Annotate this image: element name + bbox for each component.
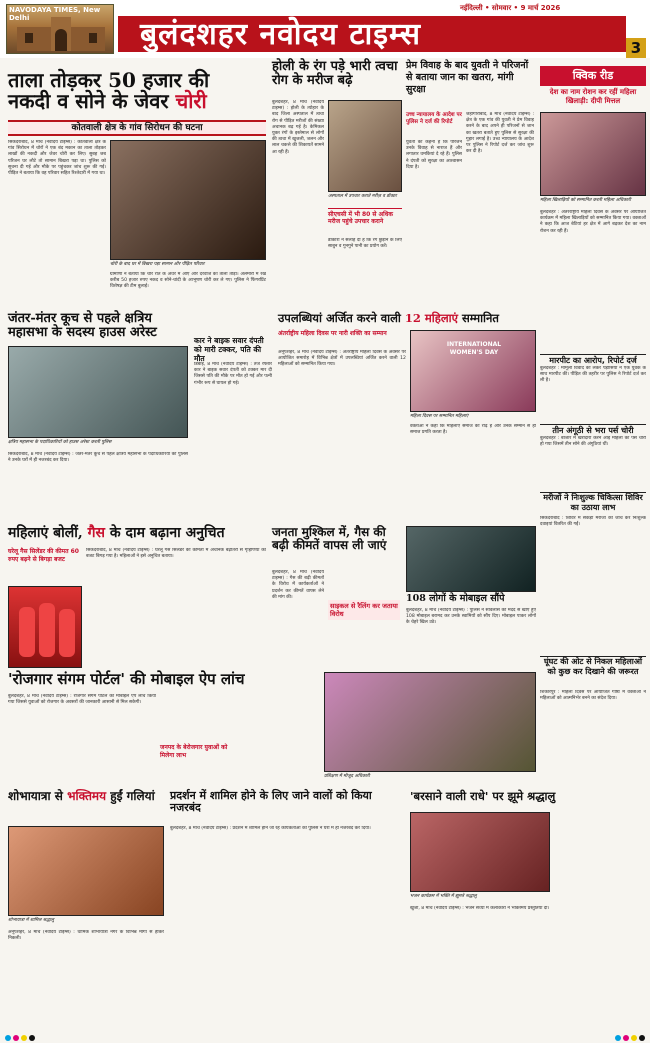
protest-headline: प्रदर्शन में शामिल होने के लिए जाने वालों को किया नजरबंद xyxy=(170,789,372,814)
shobha-body: अनूपशहर, 8 मार्च (नवोदय टाइम्स) : धार्मिक शोभायात्रा नगर के विभिन्न मार्गों से होकर निकली। xyxy=(8,930,164,942)
lead-body-a: सिकंदराबाद, 8 मार्च (नवोदय टाइम्स) : कोतवाली क्षेत्र के गांव सिरोधन में चोरों ने एक बंद मकान का ताला तोड़कर लाखों की नकदी और जेवर चोरी कर लिए। सुबह जब परिजन घर लौटे तो सामान बिखरा पड़ा था। पुलिस को सूचना दी गई और मौके पर पहुंचकर जांच शुरू की गई। पीड़ित ने बताया कि वह परिवार सहित रिश्तेदारी में गया था। xyxy=(8,140,106,177)
lead-photo xyxy=(110,140,266,260)
lead-subhead: कोतवाली क्षेत्र के गांव सिरोधन की घटना xyxy=(8,120,266,136)
shobha-caption: शोभायात्रा में शामिल श्रद्धालु xyxy=(8,918,55,923)
sidebar-story3-headline: तीन अंगूठी से भरा पर्स चोरी xyxy=(540,424,646,436)
barsane-body: खुर्जा, 8 मार्च (नवोदय टाइम्स) : भजन संध्या में कलाकारों ने भक्तिमय प्रस्तुतियां दीं। xyxy=(410,906,550,911)
sidebar-story1-caption: महिला खिलाड़ियों को सम्मानित करती महिला अधिकारी xyxy=(540,198,631,203)
lead-headline-line-1: ताला तोड़कर 50 हजार की xyxy=(8,68,210,92)
sidebar-story1-photo xyxy=(540,112,646,196)
masthead-banner-text: NAVODAYA TIMES, New Delhi xyxy=(9,6,101,22)
jantar-photo xyxy=(8,346,188,438)
gas-left-tag: घरेलू गैस सिलेंडर की कीमत 60 रुपए बढ़ने से बिगड़ा बजट xyxy=(8,548,79,563)
gas-mid-tag: साइकल से रैलिंग कर जताया विरोध xyxy=(328,600,400,620)
newspaper-title: बुलंदशहर नवोदय टाइम्स xyxy=(140,17,421,52)
masthead xyxy=(0,0,650,58)
holi-tag: सीएचसी में भी 80 से अधिक मरीज पहुंचे उपचार कराने xyxy=(328,208,402,225)
rozgar-photo xyxy=(324,672,536,772)
page-number: 3 xyxy=(626,38,646,58)
prem-body: जहांगीराबाद, 8 मार्च (नवोदय टाइम्स) : क्षेत्र के एक गांव की युवती ने प्रेम विवाह करने के बाद अपने ही परिजनों से जान का खतरा बताते हुए पुलिस से सुरक्षा की गुहार लगाई है। उच्च न्यायालय के आदेश पर पुलिस ने रिपोर्ट दर्ज कर जांच शुरू कर दी है। xyxy=(466,112,534,155)
shobha-headline-b: भक्तिमय xyxy=(67,789,107,803)
registration-dots xyxy=(0,1033,650,1043)
women-body-2: वक्ताओं ने कहा कि महिलाएं समाज की रीढ़ हैं और उनके सम्मान से ही समाज प्रगति करता है। xyxy=(410,424,536,436)
shobha-headline-c: हुईं गलियां xyxy=(106,789,155,803)
sidebar-story1-headline: देश का नाम रोशन कर रहीं महिला खिलाड़ी: दीपी मित्तल xyxy=(549,88,637,105)
prem-headline: प्रेम विवाह के बाद युवती ने परिजनों से बताया जान का खतरा, मांगी सुरक्षा xyxy=(406,60,529,95)
dateline: नईदिल्ली • सोमवार • 9 मार्च 2026 xyxy=(460,4,561,12)
gas-left-headline-a: महिलाएं बोलीं, xyxy=(8,525,88,541)
women-photo xyxy=(410,330,536,412)
holi-caption: अस्पताल में उपचार कराते मरीज़ व डॉक्टर xyxy=(328,194,397,199)
mobiles-headline: 108 लोगों के मोबाइल सौंपे xyxy=(406,593,505,604)
rozgar-body: बुलंदशहर, 8 मार्च (नवोदय टाइम्स) : रोजगार संगम पोर्टल का मोबाइल ऐप लांच किया गया जिससे युवाओं को रोजगार के अवसरों की जानकारी आसानी से मिल सकेगी। xyxy=(8,694,156,706)
car-headline: कार ने बाइक सवार दंपती को मारी टक्कर, पति की मौत xyxy=(194,336,264,363)
holi-headline: होली के रंग पड़े भारी त्वचा रोग के मरीज बढ़े xyxy=(272,59,398,88)
gas-cylinder-photo xyxy=(8,586,82,668)
gas-left-headline xyxy=(8,526,266,541)
sidebar-story2-body: बुलंदशहर : मामूली विवाद को लेकर पड़ोसियों ने एक युवक के साथ मारपीट की। पीड़ित की तहरीर पर पुलिस ने रिपोर्ट दर्ज कर ली है। xyxy=(540,366,646,384)
gas-mid-body: बुलंदशहर, 8 मार्च (नवोदय टाइम्स) : गैस की बढ़ी कीमतों के विरोध में कार्यकर्ताओं ने प्रदर्शन कर कीमतें वापस लेने की मांग की। xyxy=(272,570,324,600)
car-body: डिबाई, 8 मार्च (नवोदय टाइम्स) : तेज रफ्तार कार ने बाइक सवार दंपती को टक्कर मार दी जिससे पति की मौके पर मौत हो गई और पत्नी गंभीर रूप से घायल हो गई। xyxy=(194,362,272,386)
protest-body: बुलंदशहर, 8 मार्च (नवोदय टाइम्स) : प्रदर्शन में शामिल होने जा रहे कार्यकर्ताओं को पुलिस ने घरों में ही नजरबंद कर दिया। xyxy=(170,826,371,831)
building-icon xyxy=(7,15,115,55)
women-caption: महिला दिवस पर सम्मानित महिलाएं xyxy=(410,414,469,419)
lead-headline-line-2 xyxy=(8,91,266,112)
shobha-headline xyxy=(8,790,164,803)
barsane-caption: भजन कार्यक्रम में भक्ति में झूमते श्रद्धालु xyxy=(410,894,477,899)
quick-read-header: क्विक रीड xyxy=(540,66,646,86)
sidebar-story5-body: शिकारपुर : महिला दिवस पर आयोजित गोष्ठी में वक्ताओं ने महिलाओं को आत्मनिर्भर बनने का संदेश दिया। xyxy=(540,690,646,702)
sidebar-story3-body: बुलंदशहर : बाजार में खरीदारी करने आई महिला का पर्स चोरी हो गया जिसमें तीन सोने की अंगूठियां थीं। xyxy=(540,436,646,448)
sidebar-story5-headline: घूंघट की ओट से निकल महिलाओं को कुछ कर दिखाने की जरूरत xyxy=(540,656,646,677)
gas-left-body: सिकंदराबाद, 8 मार्च (नवोदय टाइम्स) : घरेलू गैस सिलेंडर की कीमतों में अचानक बढ़ोतरी से गृहिणियों का बजट बिगड़ गया है। महिलाओं ने इसे अनुचित बताया। xyxy=(86,548,266,560)
holi-body: बुलंदशहर, 8 मार्च (नवोदय टाइम्स) : होली के त्योहार के बाद जिला अस्पताल में त्वचा रोग से पीड़ित मरीजों की संख्या अचानक बढ़ गई है। केमिकल युक्त रंगों के इस्तेमाल से लोगों की त्वचा में खुजली, जलन और लाल चकत्ते की शिकायतें सामने आ रही हैं। xyxy=(272,100,324,155)
lead-headline-line-2a: नकदी व सोने के जेवर xyxy=(8,89,176,113)
women-headline-c: सम्मानित xyxy=(457,311,499,325)
sidebar-story1-body: बुलंदशहर : अंतरराष्ट्रीय महिला दिवस के अवसर पर आयोजित कार्यक्रम में महिला खिलाड़ियों को सम्मानित किया गया। वक्ताओं ने कहा कि आज बेटियां हर क्षेत्र में आगे बढ़कर देश का नाम रोशन कर रही हैं। xyxy=(540,210,646,234)
shobha-headline-a: शोभायात्रा से xyxy=(8,789,68,803)
jantar-headline: जंतर-मंतर कूच से पहले क्षत्रिय महासभा के सदस्य हाउस अरेस्ट xyxy=(8,311,157,340)
gas-cylinder-icon xyxy=(9,587,83,669)
mobiles-photo xyxy=(406,526,536,592)
women-headline xyxy=(278,312,536,324)
jantar-caption: क्षत्रिय महासभा के पदाधिकारियों को हाउस अरेस्ट करती पुलिस xyxy=(8,440,112,445)
lead-headline xyxy=(8,70,266,112)
holi-body-2: डॉक्टरों ने सलाह दी है कि रंग छुड़ाने के लिए साबुन व गुनगुने पानी का प्रयोग करें। xyxy=(328,238,402,250)
sidebar-story4-body: सिकंदराबाद : शिविर में सैकड़ों मरीजों की जांच कर निःशुल्क दवाइयां वितरित की गईं। xyxy=(540,516,646,528)
masthead-banner-image xyxy=(6,4,114,54)
mobiles-body: बुलंदशहर, 8 मार्च (नवोदय टाइम्स) : पुलिस ने सर्विलांस की मदद से खोए हुए 108 मोबाइल बरामद कर उनके स्वामियों को सौंप दिए। मोबाइल पाकर लोगों के चेहरे खिल उठे। xyxy=(406,608,536,626)
prem-body-2: युवती का कहना है कि परिजन उनके विवाह से नाराज हैं और लगातार धमकियां दे रहे हैं। पुलिस ने दंपती को सुरक्षा का आश्वासन दिया है। xyxy=(406,140,462,170)
sidebar-story4-headline: मरीजों ने निःशुल्क चिकित्सा शिविर का उठाया लाभ xyxy=(540,492,646,513)
holi-photo xyxy=(328,100,402,192)
lead-headline-line-2b: चोरी xyxy=(175,89,207,113)
women-tag: अंतर्राष्ट्रीय महिला दिवस पर नारी शक्ति का सम्मान xyxy=(278,330,387,337)
sidebar-story2-headline: मारपीट का आरोप, रिपोर्ट दर्ज xyxy=(540,354,646,366)
women-body: अनूपशहर, 8 मार्च (नवोदय टाइम्स) : अंतर्राष्ट्रीय महिला दिवस के अवसर पर आयोजित समारोह में विभिन्न क्षेत्रों में उपलब्धियां अर्जित करने वाली 12 महिलाओं को सम्मानित किया गया। xyxy=(278,350,406,368)
gas-left-headline-b: गैस xyxy=(87,525,106,541)
gas-left-headline-c: के दाम बढ़ाना अनुचित xyxy=(105,525,225,541)
rozgar-headline: 'रोजगार संगम पोर्टल' की मोबाइल ऐप लांच xyxy=(8,670,245,688)
barsane-headline: 'बरसाने वाली राधे' पर झूमे श्रद्धालु xyxy=(410,789,556,803)
lead-photo-caption: चोरी के बाद घर में बिखरा पड़ा सामान और पीड़ित परिवार xyxy=(110,262,205,267)
jantar-body: सिकंदराबाद, 8 मार्च (नवोदय टाइम्स) : जंतर-मंतर कूच से पहले क्षत्रिय महासभा के पदाधिकारियों को पुलिस ने उनके घरों में ही नजरबंद कर दिया। xyxy=(8,452,188,464)
barsane-photo xyxy=(410,812,550,892)
gas-mid-headline: जनता मुश्किल में, गैस की बढ़ी कीमतें वापस ली जाएं xyxy=(272,525,387,552)
women-headline-a: उपलब्धियां अर्जित करने वाली xyxy=(278,311,405,325)
women-photo-banner: INTERNATIONAL WOMEN'S DAY xyxy=(446,341,502,356)
women-headline-b: 12 महिलाएं xyxy=(404,311,458,325)
rozgar-tag: जनपद के बेरोजगार युवाओं को मिलेगा लाभ xyxy=(160,744,228,759)
rozgar-caption: प्रशिक्षण में मौजूद अधिकारी xyxy=(324,774,370,779)
prem-tag: उच्च न्यायालय के आदेश पर पुलिस ने दर्ज की रिपोर्ट xyxy=(406,112,462,125)
lead-body-b: ग्रामीणों ने बताया कि चोर रात के अंधेरे में आए और दरवाजे का ताला तोड़ा। अलमारी में रखे करीब 50 हजार रुपए नकद व सोने-चांदी के आभूषण चोरी कर ले गए। पुलिस ने फिंगरप्रिंट विशेषज्ञ की टीम बुलाई। xyxy=(110,272,266,290)
shobha-photo xyxy=(8,826,164,916)
